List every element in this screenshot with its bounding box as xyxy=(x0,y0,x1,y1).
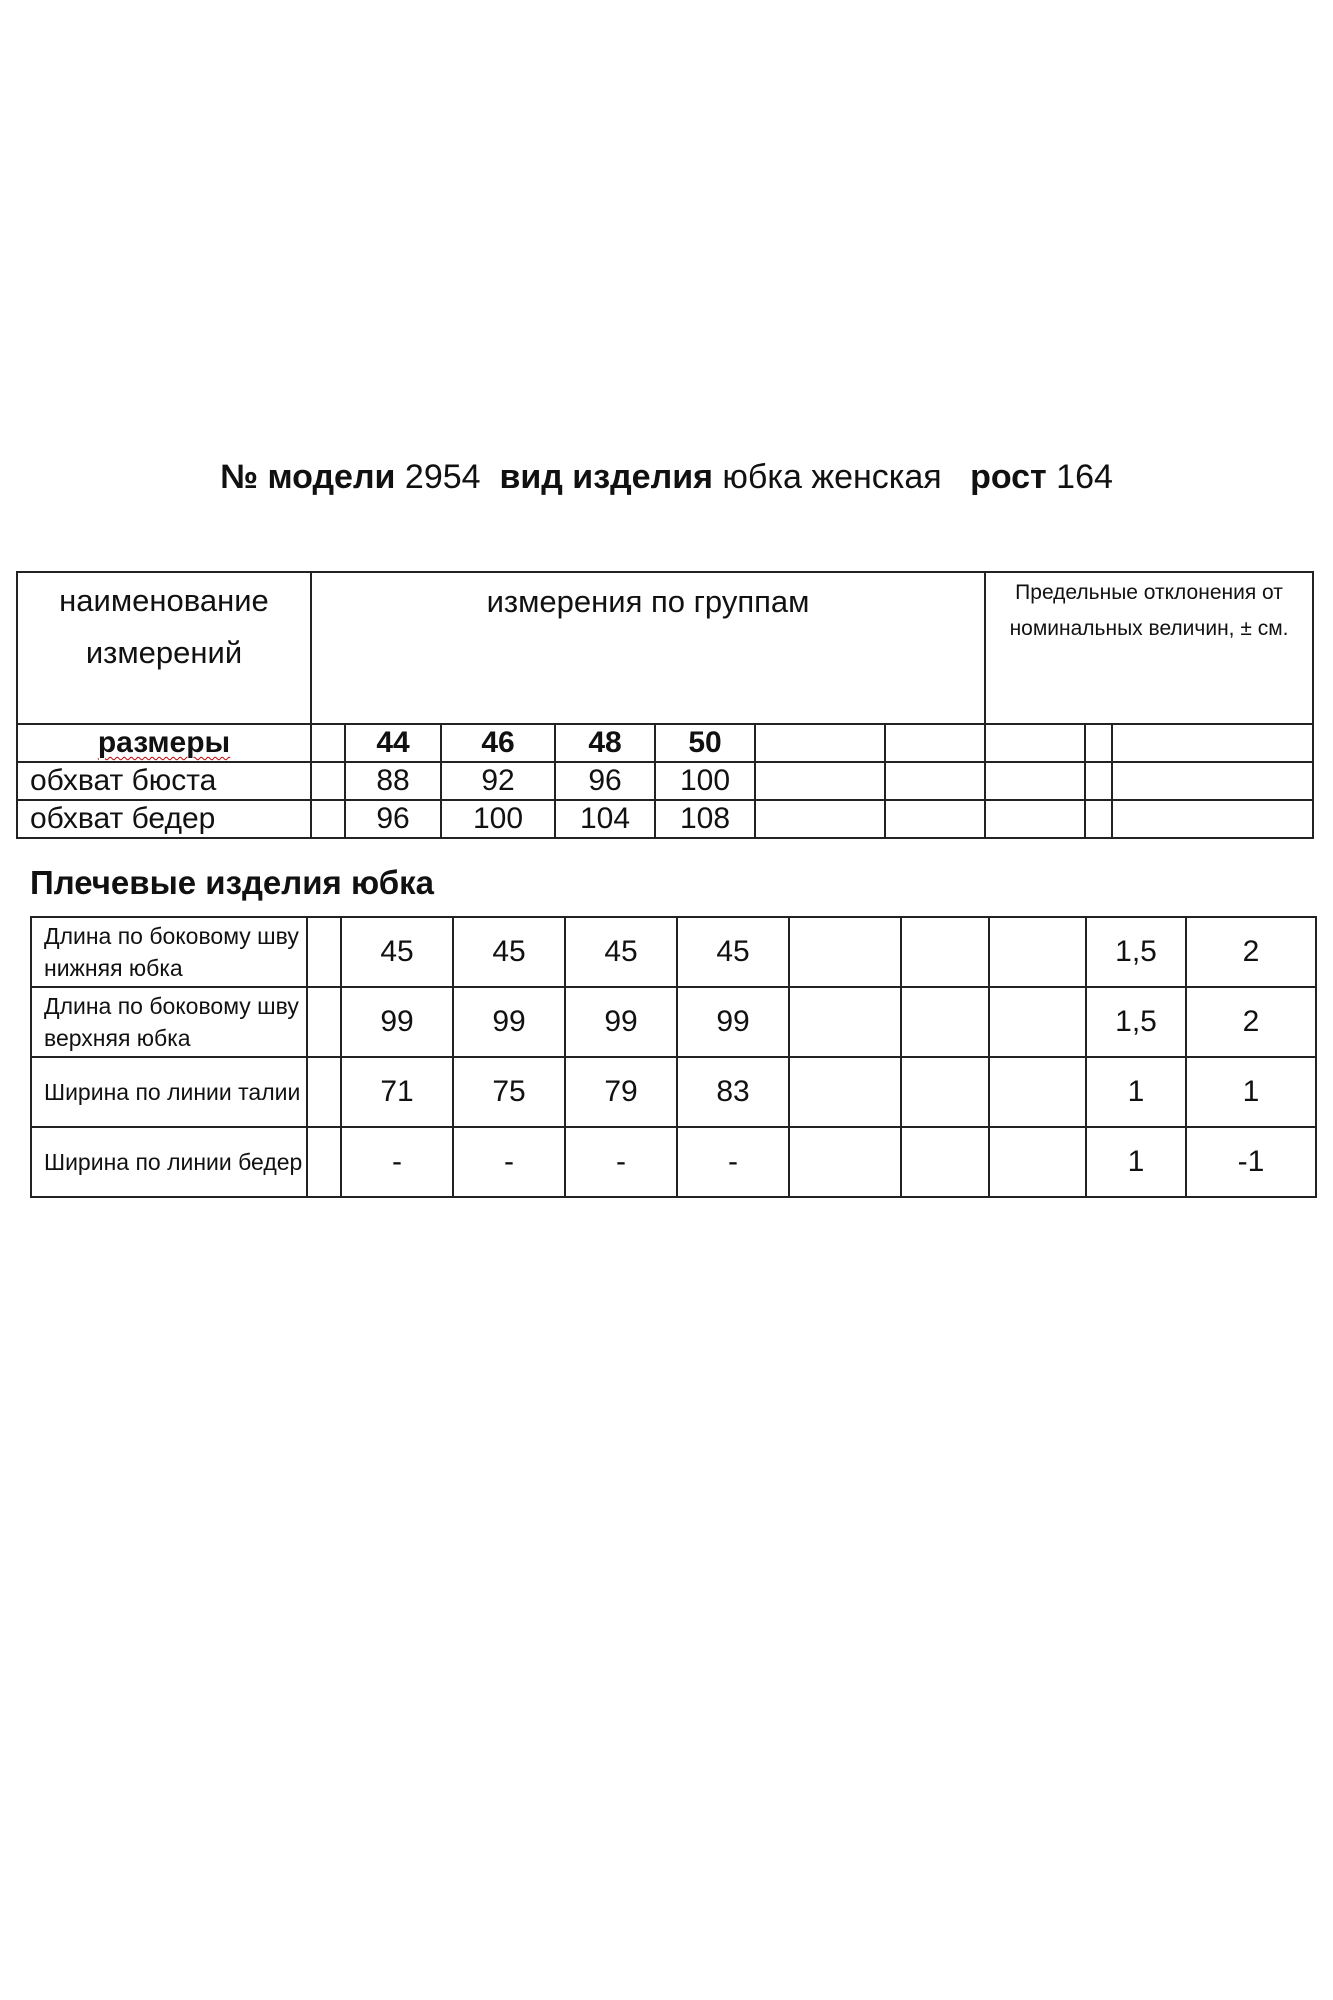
empty-cell xyxy=(885,762,985,800)
deviation-cell: -1 xyxy=(1186,1127,1316,1197)
height-value: 164 xyxy=(1056,458,1113,496)
row-label: Длина по боковому шву нижняя юбка xyxy=(31,917,307,987)
table-row xyxy=(31,987,1316,1057)
empty-cell xyxy=(989,1057,1086,1127)
sizes-row xyxy=(17,724,1313,762)
empty-cell xyxy=(307,987,341,1057)
empty-cell xyxy=(901,1057,989,1127)
value-cell: 45 xyxy=(565,917,677,987)
empty-cell xyxy=(989,1127,1086,1197)
garment-table xyxy=(30,916,1317,1198)
empty-cell xyxy=(307,917,341,987)
sizes-label: размеры xyxy=(17,724,311,762)
empty-cell xyxy=(311,800,345,838)
value-cell: - xyxy=(453,1127,565,1197)
deviation-cell: 2 xyxy=(1186,917,1316,987)
empty-cell xyxy=(311,762,345,800)
document-title xyxy=(0,458,1333,497)
empty-cell xyxy=(989,917,1086,987)
type-label: вид изделия xyxy=(499,458,713,496)
empty-cell xyxy=(1085,800,1112,838)
type-value: юбка женская xyxy=(722,458,942,496)
table-row xyxy=(31,917,1316,987)
value-cell: 100 xyxy=(441,800,555,838)
value-cell: 75 xyxy=(453,1057,565,1127)
value-cell: 104 xyxy=(555,800,655,838)
empty-cell xyxy=(755,724,885,762)
empty-cell xyxy=(901,987,989,1057)
model-label: № модели xyxy=(220,458,396,496)
empty-cell xyxy=(789,987,901,1057)
value-cell: 100 xyxy=(655,762,755,800)
empty-cell xyxy=(985,762,1085,800)
value-cell: 92 xyxy=(441,762,555,800)
value-cell: 99 xyxy=(341,987,453,1057)
row-label: Ширина по линии бедер xyxy=(31,1127,307,1197)
deviation-cell: 1 xyxy=(1086,1057,1186,1127)
model-value: 2954 xyxy=(404,458,481,496)
value-cell: 71 xyxy=(341,1057,453,1127)
deviation-cell: 1,5 xyxy=(1086,917,1186,987)
col-deviation-header: Предельные отклонения от номинальных величин, ± см. xyxy=(985,572,1313,724)
table-row xyxy=(17,762,1313,800)
empty-cell xyxy=(789,1127,901,1197)
value-cell: - xyxy=(565,1127,677,1197)
deviation-cell: 1 xyxy=(1086,1127,1186,1197)
value-cell: 79 xyxy=(565,1057,677,1127)
value-cell: 83 xyxy=(677,1057,789,1127)
size-cell: 44 xyxy=(345,724,441,762)
deviation-cell: 2 xyxy=(1186,987,1316,1057)
empty-cell xyxy=(1112,762,1313,800)
empty-cell xyxy=(755,762,885,800)
size-cell: 48 xyxy=(555,724,655,762)
deviation-cell: 1 xyxy=(1186,1057,1316,1127)
size-table xyxy=(16,571,1314,839)
row-label: Ширина по линии талии xyxy=(31,1057,307,1127)
value-cell: 96 xyxy=(555,762,655,800)
empty-cell xyxy=(307,1057,341,1127)
table-row xyxy=(31,1057,1316,1127)
empty-cell xyxy=(901,917,989,987)
section-title: Плечевые изделия юбка xyxy=(30,864,434,901)
row-label: Длина по боковому шву верхняя юбка xyxy=(31,987,307,1057)
row-label: обхват бедер xyxy=(17,800,311,838)
table-row xyxy=(17,800,1313,838)
value-cell: - xyxy=(677,1127,789,1197)
height-label: рост xyxy=(970,458,1047,496)
empty-cell xyxy=(307,1127,341,1197)
value-cell: - xyxy=(341,1127,453,1197)
value-cell: 88 xyxy=(345,762,441,800)
value-cell: 108 xyxy=(655,800,755,838)
empty-cell xyxy=(885,724,985,762)
value-cell: 99 xyxy=(677,987,789,1057)
table-row xyxy=(31,1127,1316,1197)
empty-cell xyxy=(789,1057,901,1127)
empty-cell xyxy=(1085,724,1112,762)
table1-header-row xyxy=(17,572,1313,724)
empty-cell xyxy=(789,917,901,987)
empty-cell xyxy=(985,724,1085,762)
empty-cell xyxy=(755,800,885,838)
size-cell: 50 xyxy=(655,724,755,762)
deviation-cell: 1,5 xyxy=(1086,987,1186,1057)
empty-cell xyxy=(1112,800,1313,838)
value-cell: 45 xyxy=(677,917,789,987)
row-label: обхват бюста xyxy=(17,762,311,800)
col-name-header: наименование измерений xyxy=(17,572,311,724)
empty-cell xyxy=(311,724,345,762)
empty-cell xyxy=(1085,762,1112,800)
empty-cell xyxy=(1112,724,1313,762)
col-groups-header: измерения по группам xyxy=(311,572,985,724)
empty-cell xyxy=(985,800,1085,838)
value-cell: 96 xyxy=(345,800,441,838)
value-cell: 99 xyxy=(453,987,565,1057)
value-cell: 99 xyxy=(565,987,677,1057)
value-cell: 45 xyxy=(453,917,565,987)
empty-cell xyxy=(901,1127,989,1197)
empty-cell xyxy=(885,800,985,838)
empty-cell xyxy=(989,987,1086,1057)
size-cell: 46 xyxy=(441,724,555,762)
value-cell: 45 xyxy=(341,917,453,987)
